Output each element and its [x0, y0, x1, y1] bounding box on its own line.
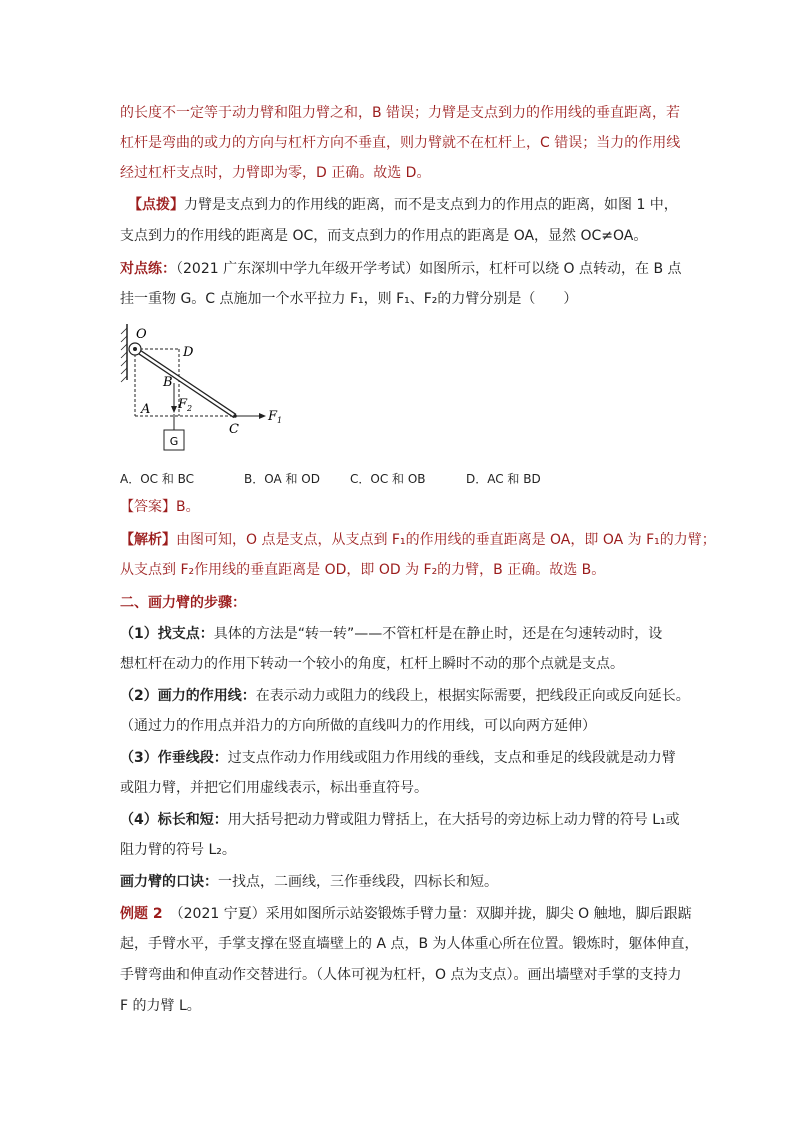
option-d: D．AC 和 BD: [466, 472, 541, 486]
example2-line-1: [120, 904, 692, 924]
step3-text-1: 过支点作动力作用线或阻力作用线的垂线，支点和垂足的线段就是动力臂: [227, 750, 676, 766]
step2-line-2: （通过力的作用点并沿力的方向所做的直线叫力的作用线，可以向两方延伸）: [120, 718, 596, 734]
step1-text-1: 具体的方法是“转一转”——不管杠杆是在静止时，还是在匀速转动时，设: [213, 626, 663, 642]
label-a: A: [141, 402, 151, 417]
step1-line-1: [120, 624, 662, 644]
analysis-line-2: 从支点到 F₂作用线的垂直距离是 OD，即 OD 为 F₂的力臂，B 正确。故选 B。: [120, 562, 606, 578]
step4-tag: （4）标长和短：: [120, 812, 228, 828]
example2-line-2: 起，手臂水平，手掌支撑在竖直墙壁上的 A 点，B 为人体重心所在位置。锻炼时，躯体伸直，: [120, 936, 699, 952]
practice-text-1: （2021 广东深圳中学九年级开学考试）如图所示，杠杆可以绕 O 点转动，在 B 点: [176, 261, 682, 277]
f2-arrowhead: [171, 406, 177, 413]
practice-line-2: 挂一重物 G。C 点施加一个水平拉力 F₁，则 F₁、F₂的力臂分别是（ ）: [120, 291, 578, 307]
analysis-text-1: 由图可知，O 点是支点，从支点到 F₁的作用线的垂直距离是 OA，即 OA 为 F₁的力臂；: [176, 532, 716, 548]
step2-line-1: [120, 686, 690, 706]
analysis-tag: 【解析】: [120, 532, 176, 548]
point-c-dot: [233, 414, 237, 418]
example2-line-3: 手臂弯曲和伸直动作交替进行。（人体可视为杠杆，O 点为支点）。画出墙壁对手掌的支持力: [120, 967, 682, 983]
analysis-continued-line-2: 杠杆是弯曲的或力的方向与杠杆方向不垂直，则力臂就不在杠杆上，C 错误；当力的作用线: [120, 135, 681, 151]
mnemonic-text: 一找点，二画线，三作垂线段，四标长和短。: [218, 874, 498, 890]
lever-diagram: [115, 318, 285, 458]
analysis-continued-line-1: 的长度不一定等于动力臂和阻力臂之和，B 错误；力臂是支点到力的作用线的垂直距离，若: [120, 105, 681, 121]
step3-line-2: 或阻力臂，并把它们用虚线表示，标出垂直符号。: [120, 780, 428, 796]
step4-line-2: 阻力臂的符号 L₂。: [120, 842, 236, 858]
label-g: G: [169, 435, 179, 448]
f1-arrowhead: [259, 413, 266, 419]
tip-tag: 【点拨】: [128, 197, 184, 213]
wall-hatching: [121, 328, 127, 382]
step4-text-1: 用大括号把动力臂或阻力臂括上，在大括号的旁边标上动力臂的符号 L₁或: [227, 812, 680, 828]
analysis-line-1: [120, 530, 716, 550]
mnemonic-tag: 画力臂的口诀：: [120, 874, 218, 890]
tip-text-1: 力臂是支点到力的作用线的距离，而不是支点到力的作用点的距离，如图 1 中，: [184, 197, 678, 213]
option-a: A．OC 和 BC: [120, 472, 195, 486]
label-o: O: [136, 327, 147, 342]
tip-line-1: [128, 195, 678, 215]
step4-line-1: [120, 810, 680, 830]
step1-line-2: 想杠杆在动力的作用下转动一个较小的角度，杠杆上瞬时不动的那个点就是支点。: [120, 656, 624, 672]
step1-tag: （1）找支点：: [120, 626, 214, 642]
label-d: D: [183, 345, 194, 360]
pivot-dot: [133, 347, 137, 351]
step3-line-1: [120, 748, 676, 768]
practice-tag: 对点练：: [120, 261, 176, 277]
label-c: C: [229, 422, 239, 437]
label-f1: $F_1$: [268, 409, 283, 425]
example2-text-1: （2021 宁夏）采用如图所示站姿锻炼手臂力量：双脚并拢，脚尖 O 触地，脚后跟踮: [162, 906, 692, 922]
example2-line-4: F 的力臂 L。: [120, 998, 201, 1014]
label-b: B: [163, 375, 173, 390]
option-b: B．OA 和 OD: [244, 472, 320, 486]
section-title: 二、画力臂的步骤：: [120, 595, 246, 611]
answer: 【答案】B。: [120, 499, 200, 515]
option-c: C．OC 和 OB: [350, 472, 426, 486]
example2-tag: 例题 2: [120, 906, 163, 922]
step3-tag: （3）作垂线段：: [120, 750, 228, 766]
practice-line-1: [120, 259, 682, 279]
step2-tag: （2）画力的作用线：: [120, 688, 256, 704]
label-f2: $F_2$: [178, 397, 193, 413]
mnemonic-line: [120, 872, 498, 892]
tip-line-2: 支点到力的作用线的距离是 OC，而支点到力的作用点的距离是 OA，显然 OC≠OA。: [120, 228, 648, 244]
analysis-continued-line-3: 经过杠杆支点时，力臂即为零，D 正确。故选 D。: [120, 165, 431, 181]
step2-text-1: 在表示动力或阻力的线段上，根据实际需要，把线段正向或反向延长。: [255, 688, 690, 704]
